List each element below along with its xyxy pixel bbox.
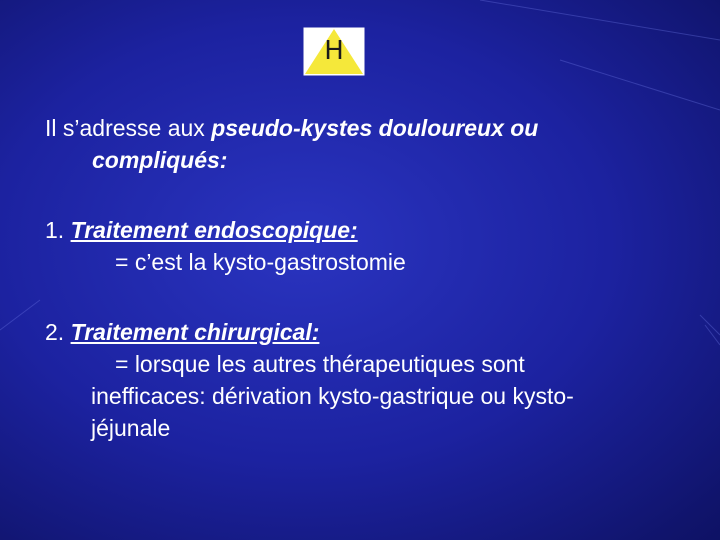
intro-paragraph [45,112,685,176]
item-heading: Traitement chirurgical: [70,319,320,345]
slide-content [45,112,685,444]
item-heading: Traitement endoscopique: [70,217,358,243]
logo-letter: H [324,36,344,66]
item-line: inefficaces: dérivation kysto-gastrique ou kysto- [91,383,574,409]
intro-emphasis-line1: pseudo-kystes douloureux ou [211,115,539,141]
item-line: jéjunale [91,415,171,441]
logo [303,27,365,76]
item-number: 2. [45,319,71,345]
item-line: = c’est la kysto-gastrostomie [115,249,406,275]
intro-prefix: Il s’adresse aux [45,115,212,141]
item-endoscopic [45,214,685,278]
item-surgical [45,316,685,444]
item-line: = lorsque les autres thérapeutiques sont [115,351,525,377]
item-number: 1. [45,217,71,243]
intro-emphasis-line2: compliqués: [92,147,228,173]
